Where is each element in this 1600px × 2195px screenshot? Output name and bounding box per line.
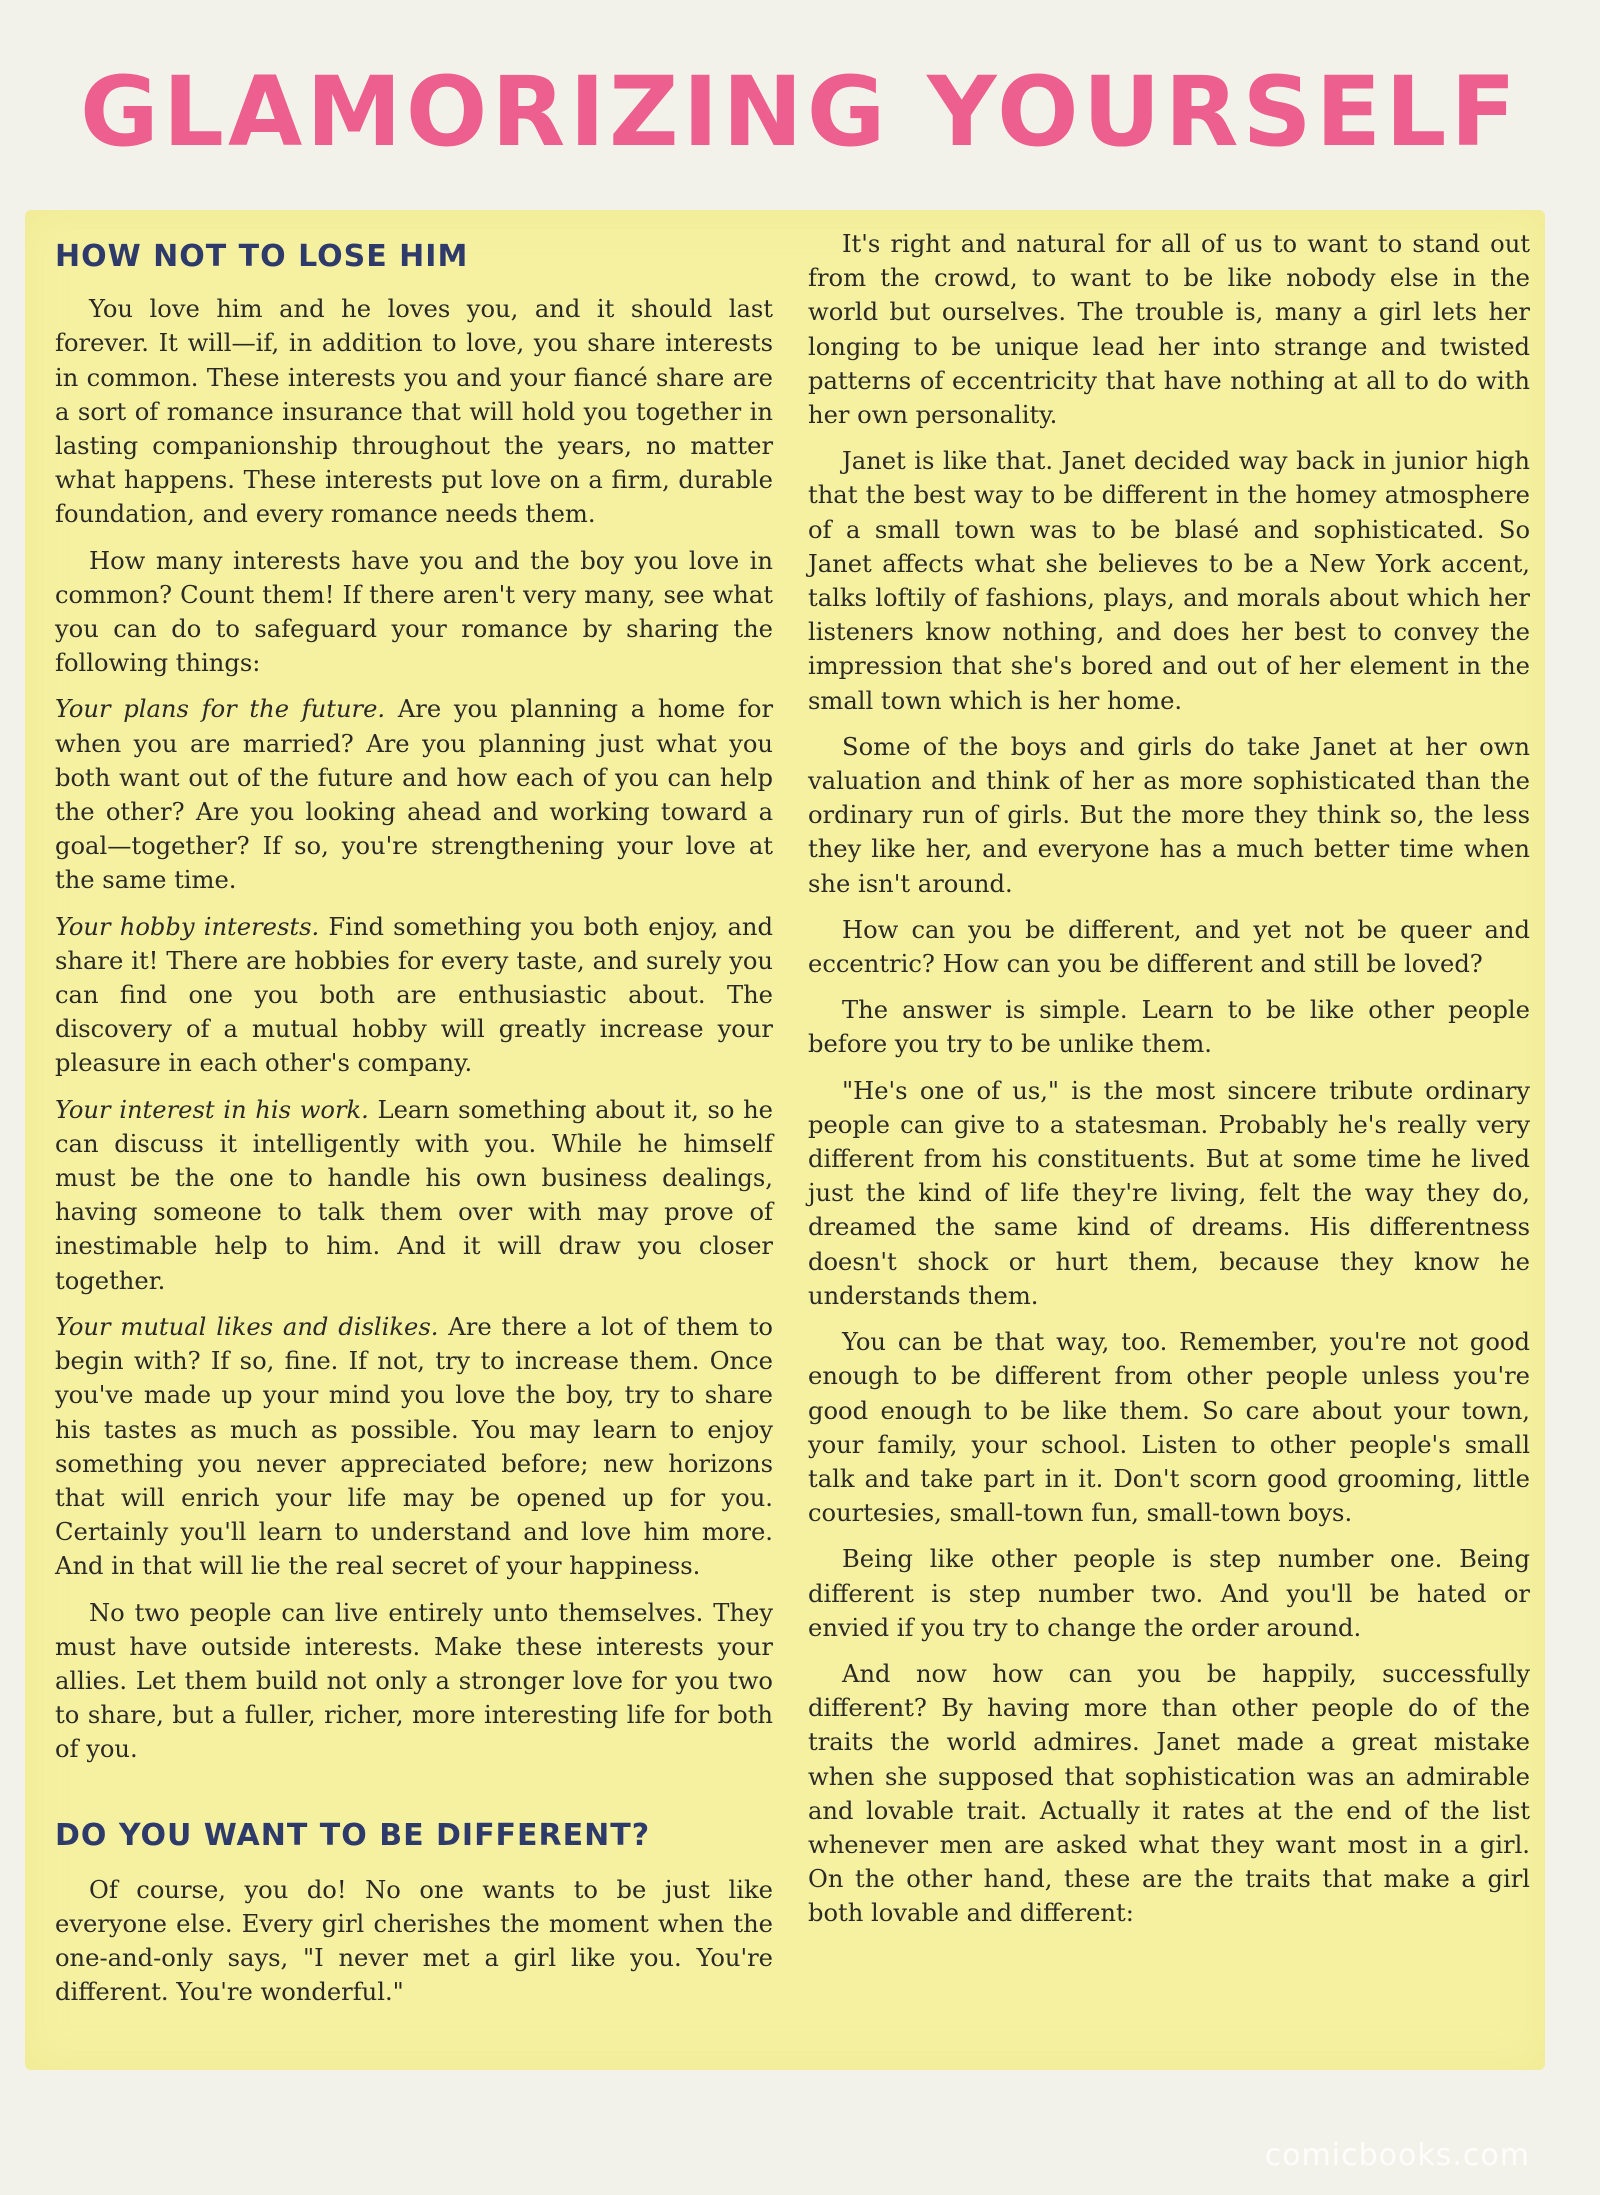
paragraph: It's right and natural for all of us to want to stand out from the crowd, to want to be like nobody else in the world but ourselves. The trouble is, many a girl lets her longing to be unique lead her into strange and twisted patterns of eccentricity that have nothing at all to do with her own personality.: [808, 230, 1530, 430]
paragraph-body: Find something you both enjoy, and share it! There are hobbies for every taste, and surely you can find one you both are enthusiastic about. The discovery of a mutual hobby will greatly increase your pleasure in each other's company.: [55, 912, 773, 1078]
paragraph: [55, 692, 773, 897]
paragraph: You love him and he loves you, and it should last forever. It will—if, in addition to love, you share interests in common. These interests you and your fiancé share are a sort of romance insurance that will hold you together in lasting companionship throughout the years, no matter what happens. These interests put love on a firm, durable foundation, and every romance needs them.: [55, 295, 773, 529]
paragraph: And now how can you be happily, successfully different? By having more than other people do of the traits the world admires. Janet made a great mistake when she supposed that sophistication was an admirable and lovable trait. Actually it rates at the end of the list whenever men are asked what they want most in a girl. On the other hand, these are the traits that make a girl both lovable and different:: [808, 1659, 1530, 1928]
paragraph: How can you be different, and yet not be queer and eccentric? How can you be different and still be loved?: [808, 915, 1530, 979]
right-column: [808, 227, 1530, 1943]
paragraph-body: Are there a lot of them to begin with? If so, fine. If not, try to increase them. Once you've made up your mind you love the boy, try to share his tastes as much as possible. You may learn to enjoy something you never appreciated before; new horizons that will enrich your life may be opened up for you. Certainly you'll learn to understand and love him more. And in that will lie the real secret of your happiness.: [55, 1312, 773, 1581]
paragraph: Some of the boys and girls do take Janet at her own valuation and think of her as more sophisticated than the ordinary run of girls. But the more they think so, the less they like her, and everyone has a much better time when she isn't around.: [808, 732, 1530, 898]
paragraph-lead: Your plans for the future.: [55, 695, 386, 724]
paragraph: Being like other people is step number one. Being different is step number two. And you'll be hated or envied if you try to change the order around.: [808, 1545, 1530, 1642]
paragraph: Janet is like that. Janet decided way back in junior high that the best way to be different in the homey atmosphere of a small town was to be blasé and sophisticated. So Janet affects what she believes to be a New York accent, talks loftily of fashions, plays, and morals about which her listeners know nothing, and does her best to convey the impression that she's bored and out of her element in the small town which is her home.: [808, 447, 1530, 715]
paragraph-body: Learn something about it, so he can discuss it intelligently with you. While he himself must be the one to handle his own business dealings, having someone to talk them over with may prove of inestimable help to him. And it will draw you closer together.: [55, 1095, 773, 1295]
section-heading-do-you-want-to-be-different: DO YOU WANT TO BE DIFFERENT?: [55, 1817, 651, 1853]
paragraph: "He's one of us," is the most sincere tribute ordinary people can give to a statesman. Probably he's really very different from his constituents. But at some time he lived just the kind of life they're living, felt the way they do, dreamed the same kind of dreams. His differentness doesn't shock or hurt them, because they know he understands them.: [808, 1076, 1530, 1310]
watermark: comicbooks.com: [1264, 2138, 1530, 2173]
section-heading-how-not-to-lose-him: HOW NOT TO LOSE HIM: [55, 239, 469, 274]
paragraph-lead: Your interest in his work.: [55, 1095, 369, 1124]
page-title: GLAMORIZING YOURSELF: [80, 56, 1520, 168]
paragraph: [55, 1093, 773, 1298]
left-column: [55, 230, 773, 2022]
paragraph: You can be that way, too. Remember, you're not good enough to be different from other people unless you're good enough to be like them. So care about your town, your family, your school. Listen to other people's small talk and take part in it. Don't scorn good grooming, little courtesies, small-town fun, small-town boys.: [808, 1328, 1530, 1528]
paragraph: [55, 910, 773, 1081]
paragraph-lead: Your mutual likes and dislikes.: [55, 1312, 439, 1341]
paragraph-lead: Your hobby interests.: [55, 912, 320, 941]
paragraph: Of course, you do! No one wants to be just like everyone else. Every girl cherishes the moment when the one-and-only says, "I never met a girl like you. You're different. You're wonderful.": [55, 1875, 773, 2007]
paragraph-body: Are you planning a home for when you are married? Are you planning just what you both want out of the future and how each of you can help the other? Are you looking ahead and working toward a goal—together? If so, you're strengthening your love at the same time.: [55, 695, 774, 895]
paragraph: No two people can live entirely unto themselves. They must have outside interests. Make these interests your allies. Let them build not only a stronger love for you two to share, but a fuller, richer, more interesting life for both of you.: [55, 1598, 773, 1764]
paragraph: How many interests have you and the boy you love in common? Count them! If there aren't very many, see what you can do to safeguard your romance by sharing the following things:: [55, 546, 773, 678]
paragraph: [55, 1310, 773, 1584]
paragraph: The answer is simple. Learn to be like other people before you try to be unlike them.: [808, 996, 1530, 1059]
